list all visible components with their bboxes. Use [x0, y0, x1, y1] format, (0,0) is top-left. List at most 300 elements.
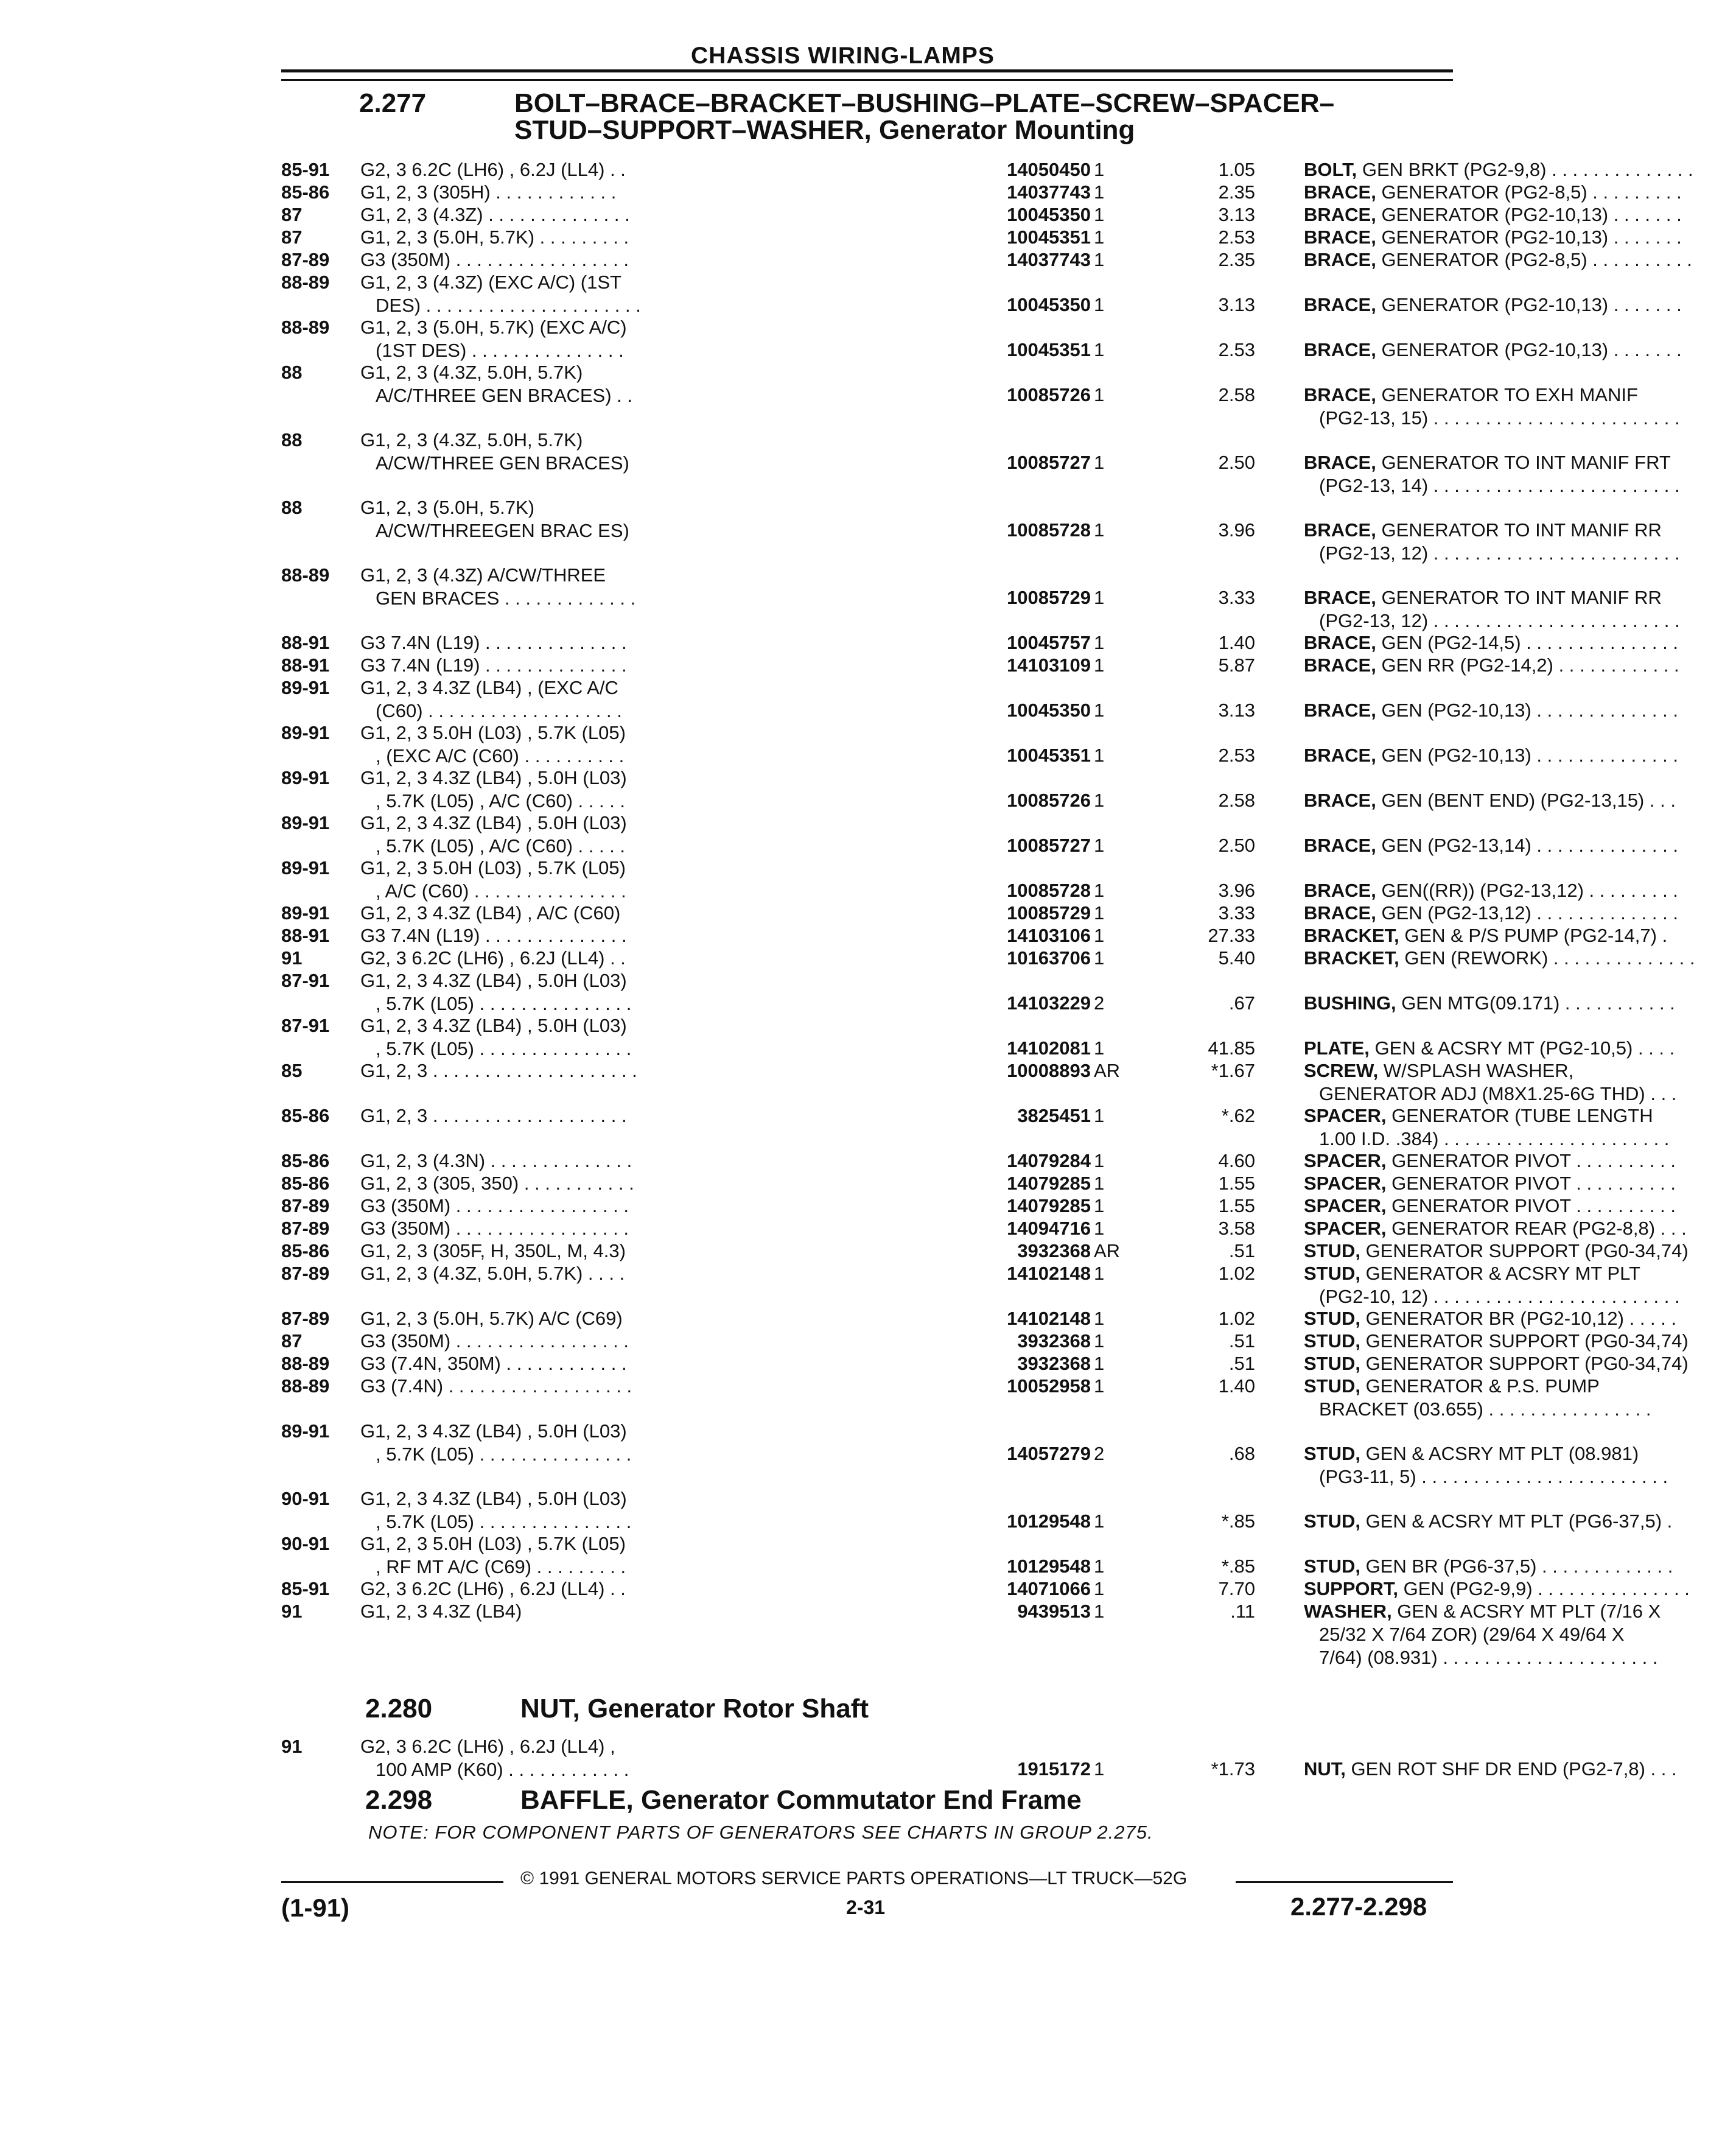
application-description — [360, 226, 975, 249]
table-row — [281, 654, 1679, 676]
part-name-line: STUD, GENERATOR BR (PG2-10,12) . . . . . — [1304, 1308, 1677, 1329]
description-line: , 5.7K (L05) . . . . . . . . . . . . . . . — [376, 1511, 632, 1532]
part-name — [1304, 1330, 1736, 1353]
quantity: 1 — [1094, 159, 1105, 180]
price: 2.53 — [1218, 745, 1255, 766]
quantity: 1 — [1094, 452, 1105, 473]
model-years: 88 — [281, 497, 303, 518]
part-number: 10085726 — [1007, 384, 1091, 405]
description-line: G1, 2, 3 4.3Z (LB4) , 5.0H (L03) — [360, 812, 627, 833]
part-name-line: BRACE, GENERATOR (PG2-10,13) . . . . . . . — [1304, 204, 1682, 225]
model-years: 88 — [281, 429, 303, 451]
application-description — [360, 496, 975, 542]
price: 1.02 — [1218, 1263, 1255, 1284]
price: 2.58 — [1218, 384, 1255, 405]
part-name-line: BRACE, GENERATOR (PG2-10,13) . . . . . . . — [1304, 339, 1682, 360]
part-name-noun: BRACE, — [1304, 519, 1382, 541]
application-description — [360, 564, 975, 610]
part-name-noun: BRACE, — [1304, 204, 1382, 225]
part-number: 14050450 — [1007, 159, 1091, 180]
part-number: 14103229 — [1007, 992, 1091, 1014]
quantity: 1 — [1094, 700, 1105, 721]
quantity: 1 — [1094, 1330, 1105, 1352]
application-description — [360, 361, 975, 407]
description-line: G1, 2, 3 5.0H (L03) , 5.7K (L05) — [360, 857, 626, 879]
part-name — [1304, 293, 1736, 317]
part-name — [1304, 1577, 1736, 1601]
part-name-noun: BRACE, — [1304, 790, 1382, 811]
part-number: 10045757 — [1007, 632, 1091, 653]
quantity: 1 — [1094, 745, 1105, 766]
application-description — [360, 181, 975, 204]
part-name-line: 7/64) (08.931) . . . . . . . . . . . . . . . . . . . . . — [1319, 1647, 1658, 1668]
application-description — [360, 316, 975, 362]
table-row — [281, 1375, 1651, 1420]
description-line: G3 7.4N (L19) . . . . . . . . . . . . . . — [360, 654, 627, 676]
quantity: 1 — [1094, 880, 1105, 901]
description-line: G1, 2, 3 (4.3Z) A/CW/THREE — [360, 564, 606, 586]
model-years: 85-86 — [281, 1150, 330, 1171]
price: 5.87 — [1218, 654, 1255, 676]
page-title: CHASSIS WIRING-LAMPS — [691, 43, 995, 69]
price: *.85 — [1221, 1556, 1255, 1577]
table-row — [281, 857, 1678, 902]
part-name-line: BRACE, GENERATOR (PG2-10,13) . . . . . . . — [1304, 226, 1682, 248]
table-row — [281, 1149, 1676, 1172]
price: 3.96 — [1218, 519, 1255, 541]
description-line: G3 (350M) . . . . . . . . . . . . . . . . . — [360, 1195, 629, 1216]
application-description — [360, 1217, 975, 1240]
part-name — [1304, 1600, 1736, 1669]
description-line: A/C/THREE GEN BRACES) . . — [376, 385, 633, 406]
table-row — [281, 1104, 1670, 1149]
description-line: G2, 3 6.2C (LH6) , 6.2J (LL4) . . — [360, 947, 626, 969]
description-line: , 5.7K (L05) , A/C (C60) . . . . . — [376, 835, 626, 857]
application-description — [360, 1307, 975, 1330]
part-number: 10085729 — [1007, 587, 1091, 608]
part-name-line: BRACE, GENERATOR TO EXH MANIF — [1304, 384, 1638, 405]
description-line: G2, 3 6.2C (LH6) , 6.2J (LL4) , — [360, 1736, 615, 1757]
table-row — [281, 1059, 1677, 1104]
description-line: G1, 2, 3 (4.3Z, 5.0H, 5.7K) — [360, 429, 583, 451]
part-name-noun: BRACE, — [1304, 249, 1382, 270]
description-line: G1, 2, 3 4.3Z (LB4) , 5.0H (L03) — [360, 1488, 627, 1509]
part-name — [1304, 1217, 1736, 1240]
price: 3.13 — [1218, 204, 1255, 225]
part-number: 10008893 — [1007, 1060, 1091, 1081]
part-name-noun: BRACE, — [1304, 587, 1382, 608]
price: 2.53 — [1218, 226, 1255, 248]
model-years: 87-89 — [281, 1218, 330, 1239]
quantity: 1 — [1094, 1037, 1105, 1059]
part-name — [1304, 384, 1736, 430]
part-name-line: BRACE, GEN (PG2-13,14) . . . . . . . . . . . . . . — [1304, 835, 1678, 856]
part-name-line: (PG2-10, 12) . . . . . . . . . . . . . . . . . . . . . . . . — [1319, 1286, 1680, 1307]
part-name-noun: SUPPORT, — [1304, 1578, 1404, 1599]
header-rule — [281, 69, 1453, 72]
application-description — [360, 969, 975, 1015]
quantity: 1 — [1094, 1510, 1105, 1532]
price: 1.05 — [1218, 159, 1255, 180]
part-name — [1304, 1240, 1736, 1263]
price: 3.58 — [1218, 1218, 1255, 1239]
part-number: 14102148 — [1007, 1308, 1091, 1329]
model-years: 87-89 — [281, 1263, 330, 1284]
quantity: 2 — [1094, 992, 1105, 1014]
part-name-noun: SPACER, — [1304, 1218, 1392, 1239]
description-line: G1, 2, 3 (4.3Z, 5.0H, 5.7K) . . . . — [360, 1263, 625, 1284]
part-name-noun: SPACER, — [1304, 1173, 1392, 1194]
section-2298-heading — [365, 1787, 1082, 1814]
description-line: 100 AMP (K60) . . . . . . . . . . . . — [376, 1759, 629, 1780]
description-line: G3 (7.4N, 350M) . . . . . . . . . . . . — [360, 1353, 627, 1374]
section-number: 2.277 — [359, 88, 427, 118]
quantity: 1 — [1094, 1173, 1105, 1194]
part-name-line: STUD, GENERATOR SUPPORT (PG0-34,74) — [1304, 1240, 1689, 1261]
model-years: 88-91 — [281, 654, 330, 676]
model-years: 90-91 — [281, 1533, 330, 1554]
model-years: 85 — [281, 1060, 303, 1081]
part-name-line: SPACER, GENERATOR (TUBE LENGTH — [1304, 1105, 1653, 1126]
quantity: 2 — [1094, 1443, 1105, 1464]
application-description — [360, 1240, 975, 1263]
table-row — [281, 1735, 1677, 1780]
price: 3.13 — [1218, 294, 1255, 315]
part-name-line: (PG2-13, 12) . . . . . . . . . . . . . . . . . . . . . . . . — [1319, 610, 1680, 631]
part-name-noun: SPACER, — [1304, 1150, 1392, 1171]
part-name — [1304, 947, 1736, 970]
part-name-line: BRACE, GEN (PG2-10,13) . . . . . . . . . . . . . . — [1304, 700, 1678, 721]
part-name-line: STUD, GEN & ACSRY MT PLT (08.981) — [1304, 1443, 1639, 1464]
model-years: 88-89 — [281, 1353, 330, 1374]
quantity: 1 — [1094, 1150, 1105, 1171]
description-line: , 5.7K (L05) . . . . . . . . . . . . . . . — [376, 1443, 632, 1465]
model-years: 85-91 — [281, 1578, 330, 1599]
part-number: 10085727 — [1007, 452, 1091, 473]
part-name-noun: SPACER, — [1304, 1105, 1392, 1126]
part-name — [1304, 1262, 1736, 1308]
application-description — [360, 429, 975, 475]
part-name-line: SPACER, GENERATOR REAR (PG2-8,8) . . . — [1304, 1218, 1687, 1239]
part-name-line: (PG3-11, 5) . . . . . . . . . . . . . . . . . . . . . . . . — [1319, 1466, 1668, 1487]
price: 1.55 — [1218, 1195, 1255, 1216]
part-name-line: PLATE, GEN & ACSRY MT (PG2-10,5) . . . . — [1304, 1037, 1675, 1059]
part-name-line: STUD, GENERATOR SUPPORT (PG0-34,74) — [1304, 1353, 1689, 1374]
description-line: G2, 3 6.2C (LH6) , 6.2J (LL4) . . — [360, 159, 626, 180]
part-number: 10052958 — [1007, 1375, 1091, 1397]
table-row — [281, 1217, 1687, 1240]
price: 2.35 — [1218, 181, 1255, 203]
description-line: G1, 2, 3 4.3Z (LB4) , 5.0H (L03) — [360, 970, 627, 991]
price: .51 — [1228, 1330, 1255, 1352]
table-row — [281, 1240, 1689, 1262]
model-years: 87 — [281, 226, 303, 248]
part-name-noun: BRACKET, — [1304, 947, 1405, 969]
quantity: 1 — [1094, 902, 1105, 924]
quantity: AR — [1094, 1240, 1121, 1261]
table-row — [281, 361, 1680, 429]
part-name — [1304, 654, 1736, 677]
table-row — [281, 676, 1678, 721]
price: *1.73 — [1211, 1758, 1255, 1780]
part-number: 1915172 — [1017, 1758, 1091, 1780]
part-name — [1304, 1375, 1736, 1421]
description-line: G1, 2, 3 (305H) . . . . . . . . . . . . — [360, 181, 617, 203]
model-years: 91 — [281, 1601, 303, 1622]
table-row — [281, 1307, 1677, 1330]
footer-rule-right — [1236, 1881, 1453, 1883]
part-name — [1304, 1352, 1736, 1375]
description-line: G3 (350M) . . . . . . . . . . . . . . . . . — [360, 1330, 629, 1352]
application-description — [360, 924, 975, 947]
footer-copyright: © 1991 GENERAL MOTORS SERVICE PARTS OPERATIONS—LT TRUCK—52G — [520, 1868, 1188, 1889]
description-line: (1ST DES) . . . . . . . . . . . . . . . — [376, 340, 624, 361]
quantity: 1 — [1094, 249, 1105, 270]
part-number: 10129548 — [1007, 1556, 1091, 1577]
price: 3.13 — [1218, 700, 1255, 721]
part-name-line: BRACKET, GEN (REWORK) . . . . . . . . . . . . . . — [1304, 947, 1695, 969]
part-name — [1304, 1510, 1736, 1533]
table-row — [281, 1487, 1673, 1532]
description-line: G1, 2, 3 (305F, H, 350L, M, 4.3) — [360, 1240, 626, 1261]
price: 2.53 — [1218, 339, 1255, 360]
model-years: 89-91 — [281, 722, 330, 743]
part-number: 14079284 — [1007, 1150, 1091, 1171]
component-note: NOTE: FOR COMPONENT PARTS OF GENERATORS SEE CHARTS IN GROUP 2.275. — [368, 1822, 1153, 1843]
application-description — [360, 1059, 975, 1082]
application-description — [360, 1014, 975, 1061]
part-name-line: SPACER, GENERATOR PIVOT . . . . . . . . . . — [1304, 1150, 1676, 1171]
application-description — [360, 947, 975, 970]
part-name-noun: BRACE, — [1304, 902, 1382, 924]
part-name-noun: STUD, — [1304, 1510, 1366, 1532]
model-years: 87 — [281, 204, 303, 225]
description-line: G1, 2, 3 (305, 350) . . . . . . . . . . . — [360, 1173, 634, 1194]
table-row — [281, 969, 1675, 1014]
table-row — [281, 812, 1678, 857]
description-line: , RF MT A/C (C69) . . . . . . . . . — [376, 1556, 626, 1577]
part-name-line: STUD, GEN BR (PG6-37,5) . . . . . . . . . . . . . — [1304, 1556, 1673, 1577]
price: 3.96 — [1218, 880, 1255, 901]
part-name — [1304, 834, 1736, 857]
description-line: G1, 2, 3 5.0H (L03) , 5.7K (L05) — [360, 1533, 626, 1554]
part-name — [1304, 1037, 1736, 1060]
table-row — [281, 902, 1678, 924]
quantity: 1 — [1094, 1308, 1105, 1329]
part-name-noun: BRACE, — [1304, 880, 1382, 901]
section-2277-heading — [359, 90, 1334, 144]
model-years: 89-91 — [281, 812, 330, 833]
part-number: 10085729 — [1007, 902, 1091, 924]
part-name-line: SCREW, W/SPLASH WASHER, — [1304, 1060, 1574, 1081]
part-number: 10045350 — [1007, 204, 1091, 225]
part-name-noun: BRACE, — [1304, 384, 1382, 405]
section-2280-heading — [365, 1696, 869, 1722]
part-name-line: BRACE, GEN RR (PG2-14,2) . . . . . . . . . . . . — [1304, 654, 1679, 676]
section-title: NUT, Generator Rotor Shaft — [520, 1694, 869, 1724]
application-description — [360, 1330, 975, 1353]
description-line: (C60) . . . . . . . . . . . . . . . . . . . — [376, 700, 622, 721]
part-number: 14103109 — [1007, 654, 1091, 676]
part-name-line: BRACE, GENERATOR TO INT MANIF RR — [1304, 587, 1662, 608]
part-name — [1304, 248, 1736, 272]
part-name — [1304, 992, 1736, 1015]
application-description — [360, 158, 975, 181]
application-description — [360, 857, 975, 903]
part-name — [1304, 1149, 1736, 1173]
part-name — [1304, 226, 1736, 249]
part-name-noun: BRACE, — [1304, 745, 1382, 766]
part-number: 10045351 — [1007, 226, 1091, 248]
part-name-line: BRACE, GEN (PG2-14,5) . . . . . . . . . . . . . . . — [1304, 632, 1678, 653]
part-name — [1304, 1758, 1736, 1781]
part-name-noun: STUD, — [1304, 1240, 1366, 1261]
description-line: A/CW/THREEGEN BRAC ES) — [376, 520, 629, 541]
part-name-noun: BRACKET, — [1304, 925, 1405, 946]
price: 1.40 — [1218, 1375, 1255, 1397]
application-description — [360, 1375, 975, 1398]
part-name-line: 1.00 I.D. .384) . . . . . . . . . . . . . . . . . . . . . . — [1319, 1128, 1670, 1149]
part-name-line: (PG2-13, 12) . . . . . . . . . . . . . . . . . . . . . . . . — [1319, 542, 1680, 564]
part-name-noun: BRACE, — [1304, 226, 1382, 248]
description-line: G1, 2, 3 (4.3N) . . . . . . . . . . . . . . — [360, 1150, 632, 1171]
part-name-line: BOLT, GEN BRKT (PG2-9,8) . . . . . . . . . . . . . . — [1304, 159, 1693, 180]
model-years: 85-86 — [281, 1173, 330, 1194]
table-row — [281, 1014, 1675, 1059]
quantity: 1 — [1094, 1375, 1105, 1397]
table-row — [281, 158, 1693, 181]
part-name-line: BRACKET, GEN & P/S PUMP (PG2-14,7) . — [1304, 925, 1668, 946]
model-years: 88-91 — [281, 925, 330, 946]
model-years: 85-91 — [281, 159, 330, 180]
table-row — [281, 924, 1668, 947]
price: .51 — [1228, 1353, 1255, 1374]
quantity: 1 — [1094, 654, 1105, 676]
part-number: 14037743 — [1007, 181, 1091, 203]
part-name-line: WASHER, GEN & ACSRY MT PLT (7/16 X — [1304, 1601, 1661, 1622]
price: 2.35 — [1218, 249, 1255, 270]
application-description — [360, 812, 975, 858]
part-number: 10045350 — [1007, 294, 1091, 315]
price: .67 — [1228, 992, 1255, 1014]
part-number: 14102081 — [1007, 1037, 1091, 1059]
part-number: 10045350 — [1007, 700, 1091, 721]
part-name-noun: BRACE, — [1304, 339, 1382, 360]
part-name-line: (PG2-13, 14) . . . . . . . . . . . . . . . . . . . . . . . . — [1319, 475, 1680, 496]
section-title: BOLT–BRACE–BRACKET–BUSHING–PLATE–SCREW–SPACER– — [514, 88, 1335, 118]
description-line: GEN BRACES . . . . . . . . . . . . . — [376, 587, 636, 609]
part-name-noun: STUD, — [1304, 1330, 1366, 1352]
table-row — [281, 1262, 1680, 1307]
part-number: 10085727 — [1007, 835, 1091, 856]
application-description — [360, 1194, 975, 1218]
quantity: 1 — [1094, 204, 1105, 225]
part-name-noun: BOLT, — [1304, 159, 1362, 180]
description-line: G3 (350M) . . . . . . . . . . . . . . . . . — [360, 1218, 629, 1239]
part-name-noun: BRACE, — [1304, 654, 1382, 676]
part-name — [1304, 1104, 1736, 1151]
part-name-noun: BRACE, — [1304, 294, 1382, 315]
part-name-line: GENERATOR ADJ (M8X1.25-6G THD) . . . — [1319, 1083, 1677, 1104]
part-name-line: BRACE, GENERATOR TO INT MANIF RR — [1304, 519, 1662, 541]
part-name-noun: STUD, — [1304, 1375, 1366, 1397]
section-number: 2.280 — [365, 1694, 433, 1724]
description-line: G1, 2, 3 (5.0H, 5.7K) A/C (C69) — [360, 1308, 623, 1329]
table-row — [281, 1600, 1661, 1668]
part-name-noun: PLATE, — [1304, 1037, 1375, 1059]
table-row — [281, 1172, 1676, 1194]
price: 41.85 — [1208, 1037, 1255, 1059]
part-name-line: (PG2-13, 15) . . . . . . . . . . . . . . . . . . . . . . . . — [1319, 407, 1680, 429]
quantity: 1 — [1094, 1578, 1105, 1599]
part-name-noun: SCREW, — [1304, 1060, 1384, 1081]
quantity: 1 — [1094, 947, 1105, 969]
model-years: 91 — [281, 1736, 303, 1757]
table-row — [281, 429, 1680, 496]
part-name-noun: BRACE, — [1304, 181, 1382, 203]
quantity: 1 — [1094, 1353, 1105, 1374]
model-years: 89-91 — [281, 902, 330, 924]
application-description — [360, 721, 975, 768]
price: 7.70 — [1218, 1578, 1255, 1599]
application-description — [360, 676, 975, 723]
part-name-line: BRACE, GENERATOR TO INT MANIF FRT — [1304, 452, 1671, 473]
part-number: 14037743 — [1007, 249, 1091, 270]
quantity: 1 — [1094, 1556, 1105, 1577]
model-years: 89-91 — [281, 1420, 330, 1442]
description-line: , 5.7K (L05) . . . . . . . . . . . . . . . — [376, 993, 632, 1014]
part-name-noun: NUT, — [1304, 1758, 1351, 1780]
part-number: 10045351 — [1007, 745, 1091, 766]
description-line: G1, 2, 3 4.3Z (LB4) , 5.0H (L03) — [360, 1015, 627, 1036]
description-line: G3 (350M) . . . . . . . . . . . . . . . . . — [360, 249, 629, 270]
model-years: 87-89 — [281, 1195, 330, 1216]
table-row — [281, 721, 1678, 766]
part-name — [1304, 744, 1736, 767]
part-number: 10129548 — [1007, 1510, 1091, 1532]
application-description — [360, 203, 975, 226]
application-description — [360, 1487, 975, 1534]
part-name-noun: STUD, — [1304, 1308, 1366, 1329]
quantity: 1 — [1094, 1195, 1105, 1216]
description-line: G1, 2, 3 (5.0H, 5.7K) — [360, 497, 535, 518]
quantity: 1 — [1094, 339, 1105, 360]
price: *.62 — [1221, 1105, 1255, 1126]
application-description — [360, 766, 975, 813]
part-name — [1304, 181, 1736, 204]
description-line: G3 (7.4N) . . . . . . . . . . . . . . . . . . — [360, 1375, 632, 1397]
price: 1.40 — [1218, 632, 1255, 653]
part-number: 3932368 — [1017, 1353, 1091, 1374]
price: .51 — [1228, 1240, 1255, 1261]
quantity: 1 — [1094, 1758, 1105, 1780]
part-name-noun: BRACE, — [1304, 632, 1382, 653]
part-name — [1304, 1555, 1736, 1578]
part-name — [1304, 1172, 1736, 1195]
table-row — [281, 631, 1678, 654]
part-number: 14071066 — [1007, 1578, 1091, 1599]
application-description — [360, 1172, 975, 1195]
quantity: 1 — [1094, 181, 1105, 203]
part-name-line: BRACKET (03.655) . . . . . . . . . . . . . . . . — [1319, 1398, 1651, 1420]
model-years: 85-86 — [281, 181, 330, 203]
model-years: 89-91 — [281, 857, 330, 879]
part-name — [1304, 699, 1736, 722]
quantity: 1 — [1094, 835, 1105, 856]
quantity: 1 — [1094, 1105, 1105, 1126]
price: 2.50 — [1218, 835, 1255, 856]
part-name-line: SUPPORT, GEN (PG2-9,9) . . . . . . . . . . . . . . . — [1304, 1578, 1690, 1599]
